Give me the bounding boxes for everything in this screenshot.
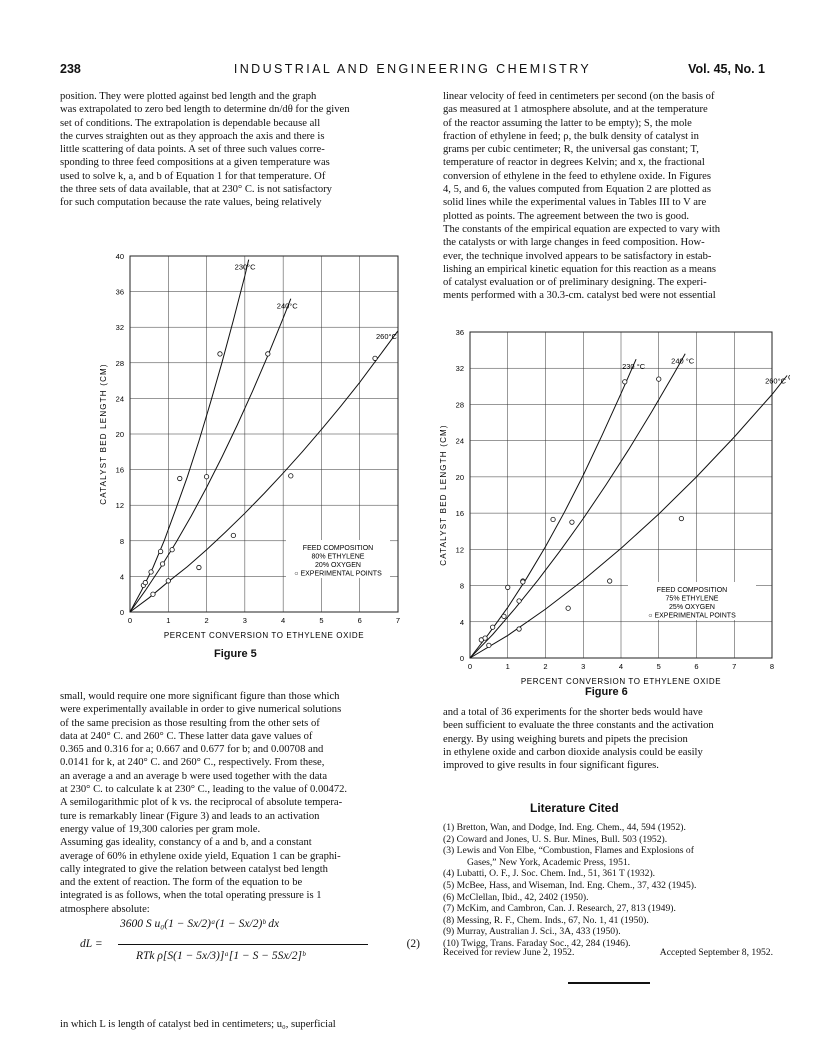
data-point — [789, 375, 790, 379]
x-axis-label: PERCENT CONVERSION TO ETHYLENE OXIDE — [163, 631, 365, 640]
volume-number: Vol. 45, No. 1 — [688, 62, 765, 76]
text-line: of the reactor assuming the latter to be empty); S, the mole — [443, 117, 692, 129]
annotation-line: FEED COMPOSITION — [656, 587, 728, 594]
x-tick-label: 2 — [204, 616, 209, 625]
data-point — [679, 516, 683, 520]
text-line: lishing an empirical kinetic equation for this reaction as a means — [443, 263, 716, 275]
text-line: was extrapolated to zero bed length to determine dn/dθ for the given — [60, 104, 350, 116]
equation-number: (2) — [406, 938, 420, 950]
text-line: grams per cubic centimeter; R, the universal gas constant; T, — [443, 144, 699, 156]
reference-item: (3) Lewis and Von Elbe, “Combustion, Flames and Explosions of — [443, 845, 694, 857]
reference-item: (10) Twigg, Trans. Faraday Soc., 42, 284 (1946). — [443, 937, 631, 949]
y-axis-label: CATALYST BED LENGTH (CM) — [99, 363, 108, 505]
data-point — [178, 476, 182, 480]
x-tick-label: 4 — [281, 616, 286, 625]
data-point — [149, 570, 153, 574]
data-point — [502, 614, 506, 618]
text-line: little scattering of data points. A set of three such values corre- — [60, 144, 325, 156]
reference-item: (2) Coward and Jones, U. S. Bur. Mines, Bull. 503 (1952). — [443, 833, 668, 845]
annotation-line: 20% OXYGEN — [315, 562, 361, 569]
text-line: used to solve k, a, and b of Equation 1 for that temperature. Of — [60, 170, 326, 182]
text-line: the curves straighten out as they approach the axis and there is — [60, 130, 325, 142]
text-line: 0.0141 for k, at 240° C. and 260° C., respectively. From these, — [60, 757, 325, 769]
fraction-bar — [118, 944, 368, 945]
text-line: gas measured at 1 atmosphere absolute, and at the temperature — [443, 104, 708, 116]
x-tick-label: 7 — [395, 616, 401, 625]
x-axis-label: PERCENT CONVERSION TO ETHYLENE OXIDE — [520, 677, 722, 686]
text-line: small, would require one more significant figure than those which — [60, 691, 340, 702]
data-point — [289, 474, 293, 478]
text-line: energy value of 19,300 calories per gram mole. — [60, 823, 261, 835]
y-tick-label: 0 — [119, 608, 124, 617]
x-tick-label: 7 — [732, 662, 737, 671]
annotation-line: 80% ETHYLENE — [311, 553, 365, 561]
data-point — [570, 520, 574, 524]
reference-item: (9) Murray, Australian J. Sci., 3A, 433 (1950). — [443, 926, 621, 938]
end-rule — [568, 982, 650, 984]
data-point — [521, 580, 525, 584]
x-tick-label: 3 — [581, 662, 586, 671]
reference-list — [443, 822, 773, 950]
text-line: at 230° C. to calculate k at 230° C., leading to the value of 0.00472. — [60, 784, 348, 796]
data-point — [143, 580, 147, 584]
text-line: 4, 5, and 6, the values computed from Equation 2 are plotted as — [443, 184, 712, 196]
data-point — [623, 380, 627, 384]
figure-6-caption: Figure 6 — [585, 686, 628, 698]
right-column-top-text — [443, 90, 773, 303]
y-tick-label: 20 — [115, 430, 124, 439]
data-point — [231, 533, 235, 537]
text-line: ments performed with a 30.3-cm. catalyst bed were not essential — [443, 290, 716, 302]
data-point — [218, 352, 222, 356]
y-tick-label: 16 — [115, 465, 124, 475]
x-tick-label: 1 — [166, 616, 171, 625]
series-label: 240 °C — [671, 356, 695, 366]
data-point — [170, 548, 174, 552]
journal-title: INDUSTRIAL AND ENGINEERING CHEMISTRY — [233, 62, 592, 76]
text-line: were experimentally available in order to give numerical solutions — [60, 704, 342, 716]
x-tick-label: 5 — [319, 616, 324, 625]
data-point — [607, 579, 611, 583]
text-line: A semilogarithmic plot of k vs. the reciprocal of absolute tempera- — [60, 797, 343, 809]
left-column-bottom-text — [60, 690, 422, 916]
x-tick-label: 1 — [505, 662, 510, 671]
text-line: 0.365 and 0.316 for a; 0.667 and 0.677 for b; and 0.00708 and — [60, 744, 324, 756]
x-tick-label: 8 — [769, 662, 775, 671]
data-point — [487, 643, 491, 647]
text-line: of the same precision as those resulting from the other sets of — [60, 717, 320, 729]
y-tick-label: 40 — [115, 252, 124, 261]
y-tick-label: 24 — [115, 394, 124, 404]
data-point — [373, 356, 377, 360]
text-line: in ethylene oxide and carbon dioxide analysis could be easily — [443, 746, 703, 758]
data-point — [151, 592, 155, 596]
y-tick-label: 28 — [115, 358, 124, 368]
figure-5 — [78, 248, 408, 653]
reference-item: (6) McClellan, Ibid., 42, 2402 (1950). — [443, 891, 589, 903]
data-point — [197, 565, 201, 569]
text-line: the three sets of data available, that at 230° C. is not satisfactory — [60, 184, 332, 196]
text-line: the catalysts or with large changes in feed composition. How- — [443, 237, 705, 249]
text-line: cally integrated to give the relation between catalyst bed length — [60, 863, 328, 875]
running-header — [60, 62, 765, 78]
data-point — [506, 585, 510, 589]
series-label: 240°C — [276, 301, 298, 311]
accepted-date: Accepted September 8, 1952. — [659, 947, 773, 958]
left-column-last-line: in which L is length of catalyst bed in centimeters; u₀, superficial — [60, 1019, 336, 1030]
data-point — [566, 606, 570, 610]
y-tick-label: 0 — [459, 654, 464, 663]
text-line: and a total of 36 experiments for the shorter beds would have — [443, 707, 703, 718]
equation-numerator: 3600 S u₀(1 − Sx/2)ᵃ(1 − Sx/2)ᵇ dx — [120, 918, 280, 930]
data-point — [166, 579, 170, 583]
text-line: integrated is as follows, when the total operating pressure is 1 — [60, 890, 322, 902]
text-line: an average a and an average b were used together with the data — [60, 770, 328, 782]
data-point — [158, 549, 162, 553]
y-tick-label: 4 — [459, 617, 464, 627]
y-tick-label: 8 — [119, 536, 124, 546]
right-column-mid-text — [443, 706, 773, 772]
left-column-top-text — [60, 90, 422, 210]
text-line: and the extent of reaction. The form of the equation to be — [60, 877, 303, 889]
data-point — [657, 377, 661, 381]
x-tick-label: 6 — [694, 662, 699, 671]
text-line: average of 60% in ethylene oxide yield, Equation 1 can be graphi- — [60, 850, 341, 862]
reference-item: (7) McKim, and Cambron, Can. J. Research, 27, 813 (1949). — [443, 903, 676, 915]
x-tick-label: 6 — [357, 616, 362, 625]
literature-cited-title: Literature Cited — [530, 801, 619, 815]
page-number: 238 — [60, 62, 81, 76]
equation-lhs: dL = — [80, 938, 103, 950]
annotation-line: ○ EXPERIMENTAL POINTS — [294, 570, 382, 578]
data-point — [266, 352, 270, 356]
data-point — [517, 599, 521, 603]
figure-6 — [420, 322, 790, 692]
data-point — [490, 625, 494, 629]
y-axis-label: CATALYST BED LENGTH (CM) — [439, 424, 448, 566]
text-line: temperature of reactor in degrees Kelvin; and x, the fractional — [443, 157, 705, 169]
x-tick-label: 5 — [656, 662, 661, 671]
reference-item: Gases,” New York, Academic Press, 1951. — [467, 856, 631, 868]
figure-6-chart — [420, 322, 790, 687]
data-point — [551, 517, 555, 521]
text-line: linear velocity of feed in centimeters per second (on the basis of — [443, 91, 715, 102]
y-tick-label: 24 — [455, 436, 464, 446]
text-line: ture is remarkably linear (Figure 3) and leads to an activation — [60, 810, 320, 822]
text-line: sponding to three feed compositions at a given temperature was — [60, 157, 330, 169]
y-tick-label: 32 — [455, 364, 464, 374]
y-tick-label: 4 — [119, 572, 124, 582]
figure-5-chart — [78, 248, 408, 648]
x-tick-label: 2 — [543, 662, 548, 671]
reference-item: (4) Lubatti, O. F., J. Soc. Chem. Ind., 51, 361 T (1932). — [443, 868, 656, 880]
equation-denominator: RTk ρ[S(1 − 5x/3)]ᵃ[1 − S − 5Sx/2]ᵇ — [136, 950, 306, 962]
data-point — [204, 475, 208, 479]
y-tick-label: 20 — [455, 472, 464, 482]
y-tick-label: 28 — [455, 400, 464, 410]
y-tick-label: 36 — [455, 328, 464, 337]
y-tick-label: 8 — [459, 581, 464, 591]
annotation-line: ○ EXPERIMENTAL POINTS — [648, 612, 736, 620]
x-tick-label: 3 — [242, 616, 247, 625]
series-label: 260°C — [765, 376, 787, 386]
y-tick-label: 12 — [115, 501, 124, 511]
text-line: The constants of the empirical equation are expected to vary with — [443, 223, 721, 235]
annotation-line: 75% ETHYLENE — [665, 595, 719, 603]
text-line: Assuming gas ideality, constancy of a and b, and a constant — [60, 837, 312, 849]
series-line — [470, 359, 636, 658]
text-line: atmosphere absolute: — [60, 903, 150, 915]
equation-2 — [80, 918, 420, 976]
text-line: ever, the technique involved appears to be satisfactory in estab- — [443, 250, 712, 262]
text-line: improved to give results in four significant figures. — [443, 760, 659, 772]
figure-5-caption: Figure 5 — [214, 648, 257, 660]
data-point — [483, 636, 487, 640]
data-point — [517, 627, 521, 631]
text-line: position. They were plotted against bed length and the graph — [60, 91, 317, 102]
y-tick-label: 36 — [115, 287, 124, 297]
y-tick-label: 12 — [455, 545, 464, 555]
reference-item: (8) Messing, R. F., Chem. Inds., 67, No. 1, 41 (1950). — [443, 914, 649, 926]
reference-item: (5) McBee, Hass, and Wiseman, Ind. Eng. Chem., 37, 432 (1945). — [443, 879, 697, 891]
series-label: 260°C — [376, 331, 397, 341]
text-line: conversion of ethylene in the feed to ethylene oxide. In Figures — [443, 170, 711, 182]
x-tick-label: 4 — [618, 662, 624, 671]
text-line: data at 240° C. and 260° C. These latter data gave values of — [60, 730, 313, 742]
data-point — [160, 562, 164, 566]
text-line: set of conditions. The extrapolation is dependable because all — [60, 117, 321, 129]
series-line — [130, 260, 249, 612]
annotation-line: FEED COMPOSITION — [302, 545, 374, 552]
received-date: Received for review June 2, 1952. — [443, 947, 575, 958]
text-line: fraction of ethylene in feed; ρ, the bulk density of catalyst in — [443, 130, 699, 142]
text-line: plotted as points. The agreement between the two is good. — [443, 210, 690, 222]
text-line: for such computation because the rate values, being relatively — [60, 197, 322, 209]
x-tick-label: 0 — [127, 616, 133, 625]
y-tick-label: 32 — [115, 323, 124, 333]
series-label: 230°C — [234, 262, 256, 272]
y-tick-label: 16 — [455, 509, 464, 519]
text-line: been sufficient to evaluate the three constants and the activation — [443, 720, 714, 732]
reference-item: (1) Bretton, Wan, and Dodge, Ind. Eng. Chem., 44, 594 (1952). — [443, 822, 686, 833]
annotation-line: 25% OXYGEN — [669, 604, 715, 611]
series-label: 230 °C — [622, 362, 646, 372]
text-line: of catalyst evaluation or of preliminary designing. The experi- — [443, 277, 707, 289]
text-line: solid lines while the experimental values in Tables III to V are — [443, 197, 707, 209]
x-tick-label: 0 — [467, 662, 473, 671]
text-line: energy. By using weighing burets and pipets the precision — [443, 733, 688, 745]
